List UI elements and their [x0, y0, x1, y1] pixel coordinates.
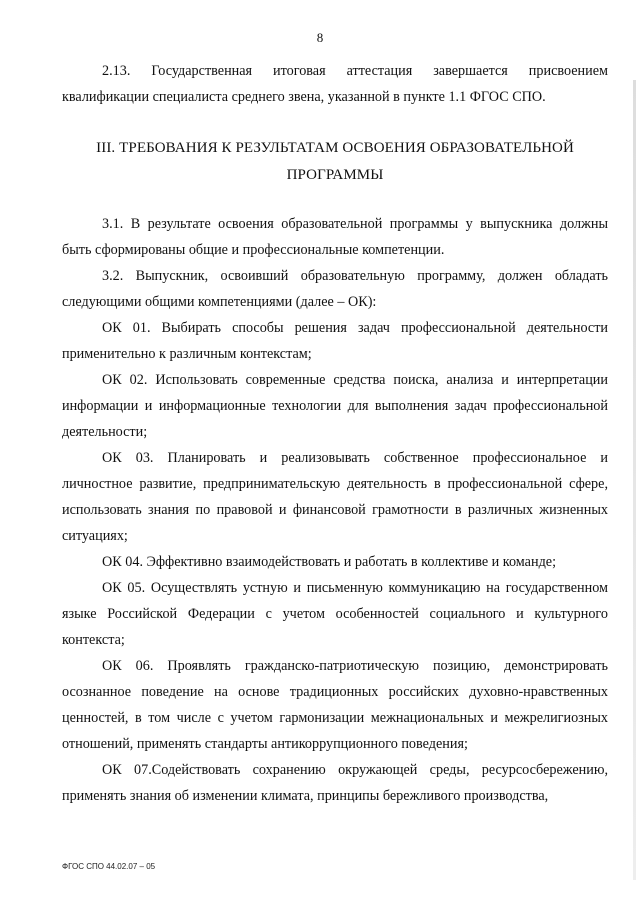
competency-ok04: ОК 04. Эффективно взаимодействовать и работать в коллективе и команде; [102, 554, 557, 570]
competency-ok01: ОК 01. Выбирать способы решения задач профессиональной деятельности применительно к различным контекстам; [62, 320, 608, 362]
competency-ok06: ОК 06. Проявлять гражданско-патриотическую позицию, демонстрировать осознанное поведение на основе традиционных российских духовно-нравственных ценностей, в том числе с учетом гармонизации межнациональных и межрелигиозных отношений, применять стандарты антикоррупционного поведения; [62, 658, 608, 752]
competency-ok05: ОК 05. Осуществлять устную и письменную коммуникацию на государственном языке Российской Федерации с учетом особенностей социального и культурного контекста; [62, 580, 608, 648]
intro-block [62, 58, 608, 110]
section-heading-line-2: ПРОГРАММЫ [286, 167, 384, 183]
section-body [62, 211, 608, 809]
paragraph-2-13: 2.13. Государственная итоговая аттестация завершается присвоением квалификации специалиста среднего звена, указанной в пункте 1.1 ФГОС СПО. [62, 63, 608, 105]
competency-ok02: ОК 02. Использовать современные средства поиска, анализа и интерпретации информации и информационные технологии для выполнения задач профессиональной деятельности; [62, 372, 608, 440]
section-heading-line-1: III. ТРЕБОВАНИЯ К РЕЗУЛЬТАТАМ ОСВОЕНИЯ ОБРАЗОВАТЕЛЬНОЙ [96, 140, 574, 156]
section-heading [62, 135, 608, 189]
competency-ok07: ОК 07.Содействовать сохранению окружающей среды, ресурсосбережению, применять знания об изменении климата, принципы бережливого производства, [62, 762, 608, 804]
page-number: 8 [316, 30, 324, 45]
paragraph-3-2: 3.2. Выпускник, освоивший образовательную программу, должен обладать следующими общими компетенциями (далее – ОК): [62, 268, 608, 310]
page-footer: ФГОС СПО 44.02.07 – 05 [62, 862, 156, 871]
paragraph-3-1: 3.1. В результате освоения образовательной программы у выпускника должны быть сформированы общие и профессиональные компетенции. [62, 216, 608, 258]
scan-edge-shadow [633, 80, 636, 880]
competency-ok03: ОК 03. Планировать и реализовывать собственное профессиональное и личностное развитие, предпринимательскую деятельность в профессиональной сфере, использовать знания по правовой и финансовой грамотности в различных жизненных ситуациях; [62, 450, 608, 544]
